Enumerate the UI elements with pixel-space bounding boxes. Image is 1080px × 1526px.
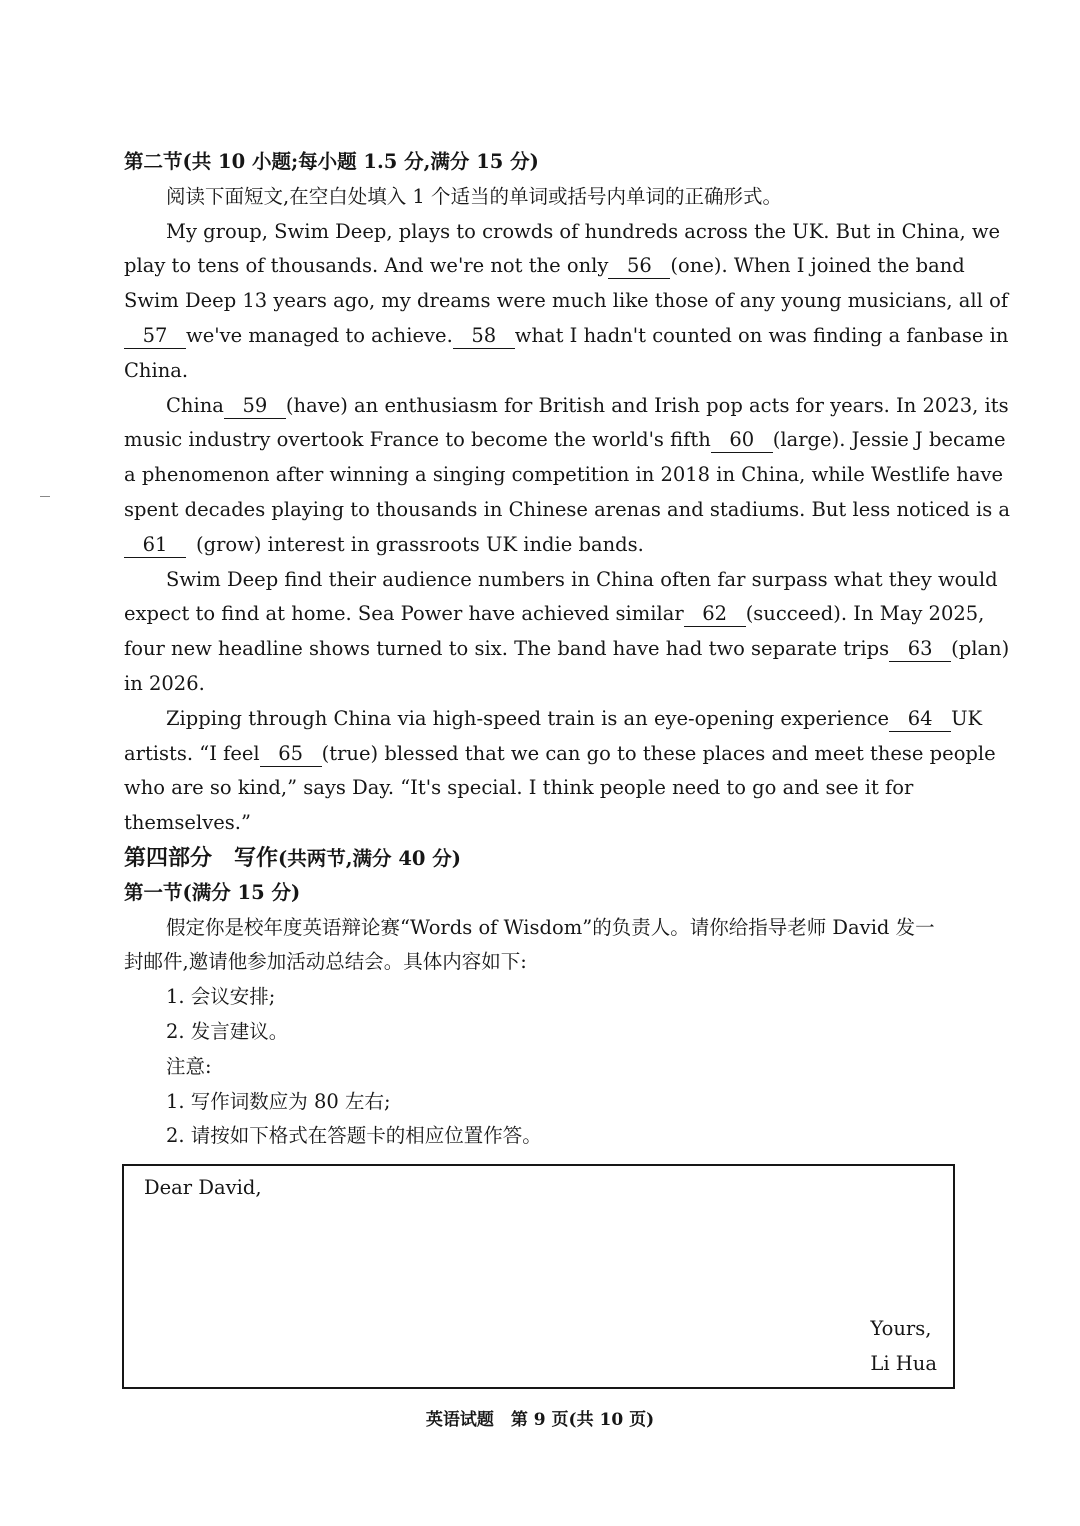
passage-line: China 59 (have) an enthusiasm for British and Irish pop acts for years. In 2023, its — [166, 393, 1009, 417]
passage-line: 61 (grow) interest in grassroots UK indie bands. — [124, 528, 954, 563]
passage-line: expect to find at home. Sea Power have achieved similar 62 (succeed). In May 2025, — [124, 602, 985, 626]
letter-greeting: Dear David, — [144, 1176, 262, 1199]
passage-line: My group, Swim Deep, plays to crowds of hundreds across the UK. But in China, we — [166, 219, 1001, 243]
letter-signature: Li Hua — [870, 1351, 937, 1375]
blank-58: 58 — [453, 324, 515, 349]
passage-line: play to tens of thousands. And we're not the only 56 (one). When I joined the band — [124, 254, 965, 278]
prompt-item: 2. 发言建议。 — [166, 1019, 289, 1043]
note-label: 注意: — [166, 1054, 212, 1078]
letter-closing: Yours, — [870, 1317, 932, 1340]
letter-closing-block — [870, 1312, 937, 1382]
blank-60: 60 — [711, 428, 773, 453]
margin-mark — [40, 496, 50, 497]
passage-line: spent decades playing to thousands in Chinese arenas and stadiums. But less noticed is a — [124, 497, 1011, 521]
blank-56: 56 — [608, 254, 670, 279]
blank-61: 61 — [124, 533, 186, 558]
page-footer: 英语试题 第 9 页(共 10 页) — [425, 1410, 655, 1430]
passage-line: 57 we've managed to achieve. 58 what I hadn't counted on was finding a fanbase in — [124, 319, 954, 354]
blank-63: 63 — [889, 637, 951, 662]
prompt-item: 1. 会议安排; — [166, 985, 276, 1009]
passage-line: who are so kind,” says Day. “It's special. I think people need to go and see it for — [124, 776, 914, 800]
blank-65: 65 — [260, 742, 322, 767]
page-content — [124, 145, 1011, 1154]
passage-line: music industry overtook France to become the world's fifth 60 (large). Jessie J became — [124, 428, 1006, 452]
passage-line: in 2026. — [124, 671, 205, 695]
passage-line: Swim Deep 13 years ago, my dreams were much like those of any young musicians, all of — [124, 289, 1009, 313]
part4-section1-heading: 第一节(满分 15 分) — [124, 880, 301, 904]
blank-57: 57 — [124, 324, 186, 349]
part4-heading: 第四部分 写作 (共两节,满分 40 分) — [124, 844, 461, 871]
note-item: 1. 写作词数应为 80 左右; — [166, 1089, 391, 1113]
blank-62: 62 — [684, 602, 746, 627]
letter-answer-box — [122, 1164, 955, 1389]
section2-instruction: 阅读下面短文,在空白处填入 1 个适当的单词或括号内单词的正确形式。 — [166, 184, 783, 208]
section2-heading: 第二节(共 10 小题;每小题 1.5 分,满分 15 分) — [124, 150, 539, 173]
passage-line: Zipping through China via high-speed train is an eye-opening experience 64 UK — [166, 706, 983, 730]
passage-line: a phenomenon after winning a singing competition in 2018 in China, while Westlife have — [124, 463, 1004, 487]
passage-line: Swim Deep find their audience numbers in China often far surpass what they would — [166, 567, 998, 591]
blank-59: 59 — [224, 394, 286, 419]
writing-prompt: 封邮件,邀请他参加活动总结会。具体内容如下: — [124, 950, 527, 974]
passage-line: themselves.” — [124, 811, 251, 835]
writing-prompt: 假定你是校年度英语辩论赛“Words of Wisdom”的负责人。请你给指导老师 David 发一 — [166, 915, 935, 939]
blank-64: 64 — [889, 707, 951, 732]
passage-line: China. — [124, 358, 189, 382]
passage-line: four new headline shows turned to six. The band have had two separate trips 63 (plan) — [124, 637, 1010, 661]
note-item: 2. 请按如下格式在答题卡的相应位置作答。 — [166, 1124, 542, 1148]
passage-line: artists. “I feel 65 (true) blessed that we can go to these places and meet these people — [124, 741, 996, 765]
